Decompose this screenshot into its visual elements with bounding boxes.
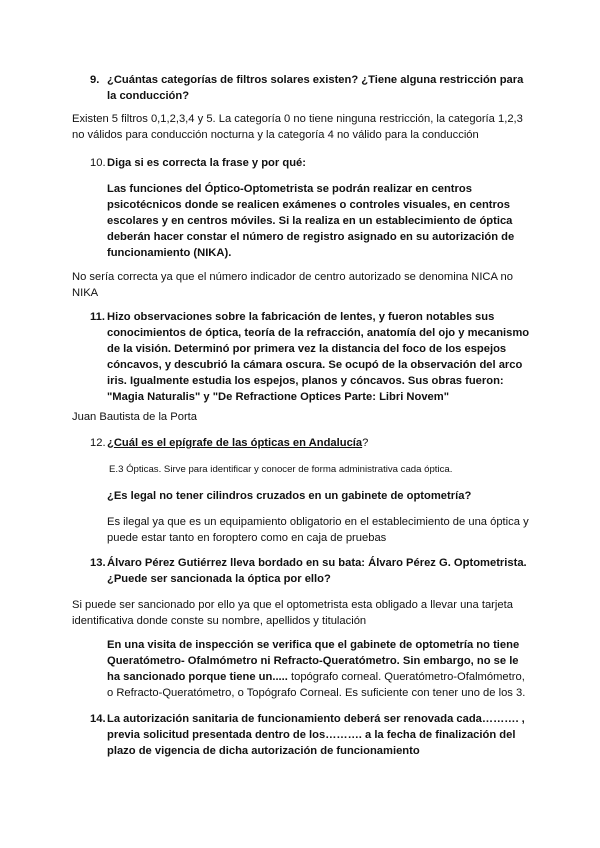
- question-12-title: Cuál es el epígrafe de las ópticas en Andalucía: [113, 437, 363, 449]
- question-13: [90, 555, 527, 571]
- inspection-line3: [107, 669, 525, 685]
- question-9-number: 9.: [90, 74, 100, 86]
- question-9-line2: la conducción?: [107, 90, 190, 102]
- inspection-line3-bold: ha sancionado porque tiene un.....: [107, 671, 288, 683]
- question-9-line1: ¿Cuántas categorías de filtros solares existen? ¿Tiene alguna restricción para: [107, 74, 524, 86]
- question-10: [90, 155, 306, 171]
- question-12-prefix: ¿: [107, 437, 114, 449]
- question-13-number: 13.: [90, 557, 106, 569]
- question-11-line1: Hizo observaciones sobre la fabricación de lentes, y fueron notables sus: [107, 311, 495, 323]
- question-11-line6: "Magia Naturalis" y "De Refractione Optices Parte: Libri Novem": [107, 391, 450, 403]
- question-10-number: 10.: [90, 157, 106, 169]
- answer-13-line1: Si puede ser sancionado por ello ya que el optometrista esta obligado a llevar una tarjeta: [72, 599, 513, 611]
- question-12-suffix: ?: [362, 437, 369, 449]
- question-11-line3: de la visión. Determinó por primera vez la distancia del foco de los espejos: [107, 343, 507, 355]
- question-10-quote-1: Las funciones del Óptico-Optometrista se podrán realizar en centros: [107, 183, 472, 195]
- question-11: [90, 309, 494, 325]
- question-11-line4: cóncavos, y descubrió la cámara oscura. Se ocupó de la observación del arco: [107, 359, 523, 371]
- answer-11: Juan Bautista de la Porta: [72, 411, 198, 423]
- inspection-line1: En una visita de inspección se verifica que el gabinete de optometría no tiene: [107, 639, 520, 651]
- question-12-sub: ¿Es legal no tener cilindros cruzados en un gabinete de optometría?: [107, 490, 472, 502]
- question-11-line2: conocimientos de óptica, teoría de la refracción, anatomía del ojo y mecanismo: [107, 327, 530, 339]
- answer-12-sub-line2: puede estar tanto en foroptero como en caja de pruebas: [107, 532, 387, 544]
- question-13-line2: ¿Puede ser sancionada la óptica por ello?: [107, 573, 331, 585]
- question-14-number: 14.: [90, 713, 106, 725]
- inspection-line3-normal: topógrafo corneal. Queratómetro-Ofalmómetro,: [287, 671, 525, 683]
- question-14-line1: La autorización sanitaria de funcionamiento deberá ser renovada cada………. ,: [107, 713, 525, 725]
- question-10-quote-5: funcionamiento (NIKA).: [107, 247, 232, 259]
- question-14-line2: previa solicitud presentada dentro de los………. a la fecha de finalización del: [107, 729, 516, 741]
- question-14-line3: plazo de vigencia de dicha autorización de funcionamiento: [107, 745, 420, 757]
- answer-9-line2: no válidos para conducción nocturna y la categoría 4 no válido para la conducción: [72, 129, 479, 141]
- answer-13-line2: identificativa donde conste su nombre, apellidos y titulación: [72, 615, 367, 627]
- question-9: [90, 72, 523, 88]
- question-10-quote-3: escolares y en centros móviles. Si la realiza en un establecimiento de óptica: [107, 215, 513, 227]
- question-12-number: 12.: [90, 437, 106, 449]
- question-10-title: Diga si es correcta la frase y por qué:: [107, 157, 306, 169]
- answer-12-sub-line1: Es ilegal ya que es un equipamiento obligatorio en el establecimiento de una óptica y: [107, 516, 529, 528]
- question-10-quote-4: deberán hacer constar el número de registro asignado en su autorización de: [107, 231, 515, 243]
- answer-10-line2: NIKA: [72, 287, 99, 299]
- question-11-number: 11.: [90, 311, 105, 323]
- question-12: [90, 435, 368, 451]
- question-11-line5: iris. Igualmente estudia los espejos, planos y cóncavos. Sus obras fueron:: [107, 375, 504, 387]
- question-14: [90, 711, 525, 727]
- inspection-line4: o Refracto-Queratómetro, o Topógrafo Corneal. Es suficiente con tener uno de los 3.: [107, 687, 526, 699]
- question-10-quote-2: psicotécnicos donde se realicen exámenes o controles visuales, en centros: [107, 199, 510, 211]
- inspection-line2: Queratómetro- Ofalmómetro ni Refracto-Queratómetro. Sin embargo, no se le: [107, 655, 519, 667]
- answer-12: E.3 Ópticas. Sirve para identificar y conocer de forma administrativa cada óptica.: [109, 464, 453, 475]
- question-13-line1: Álvaro Pérez Gutiérrez lleva bordado en su bata: Álvaro Pérez G. Optometrista.: [107, 557, 527, 569]
- answer-9-line1: Existen 5 filtros 0,1,2,3,4 y 5. La categoría 0 no tiene ninguna restricción, la categoría 1,2,3: [72, 113, 523, 125]
- answer-10-line1: No sería correcta ya que el número indicador de centro autorizado se denomina NICA no: [72, 271, 513, 283]
